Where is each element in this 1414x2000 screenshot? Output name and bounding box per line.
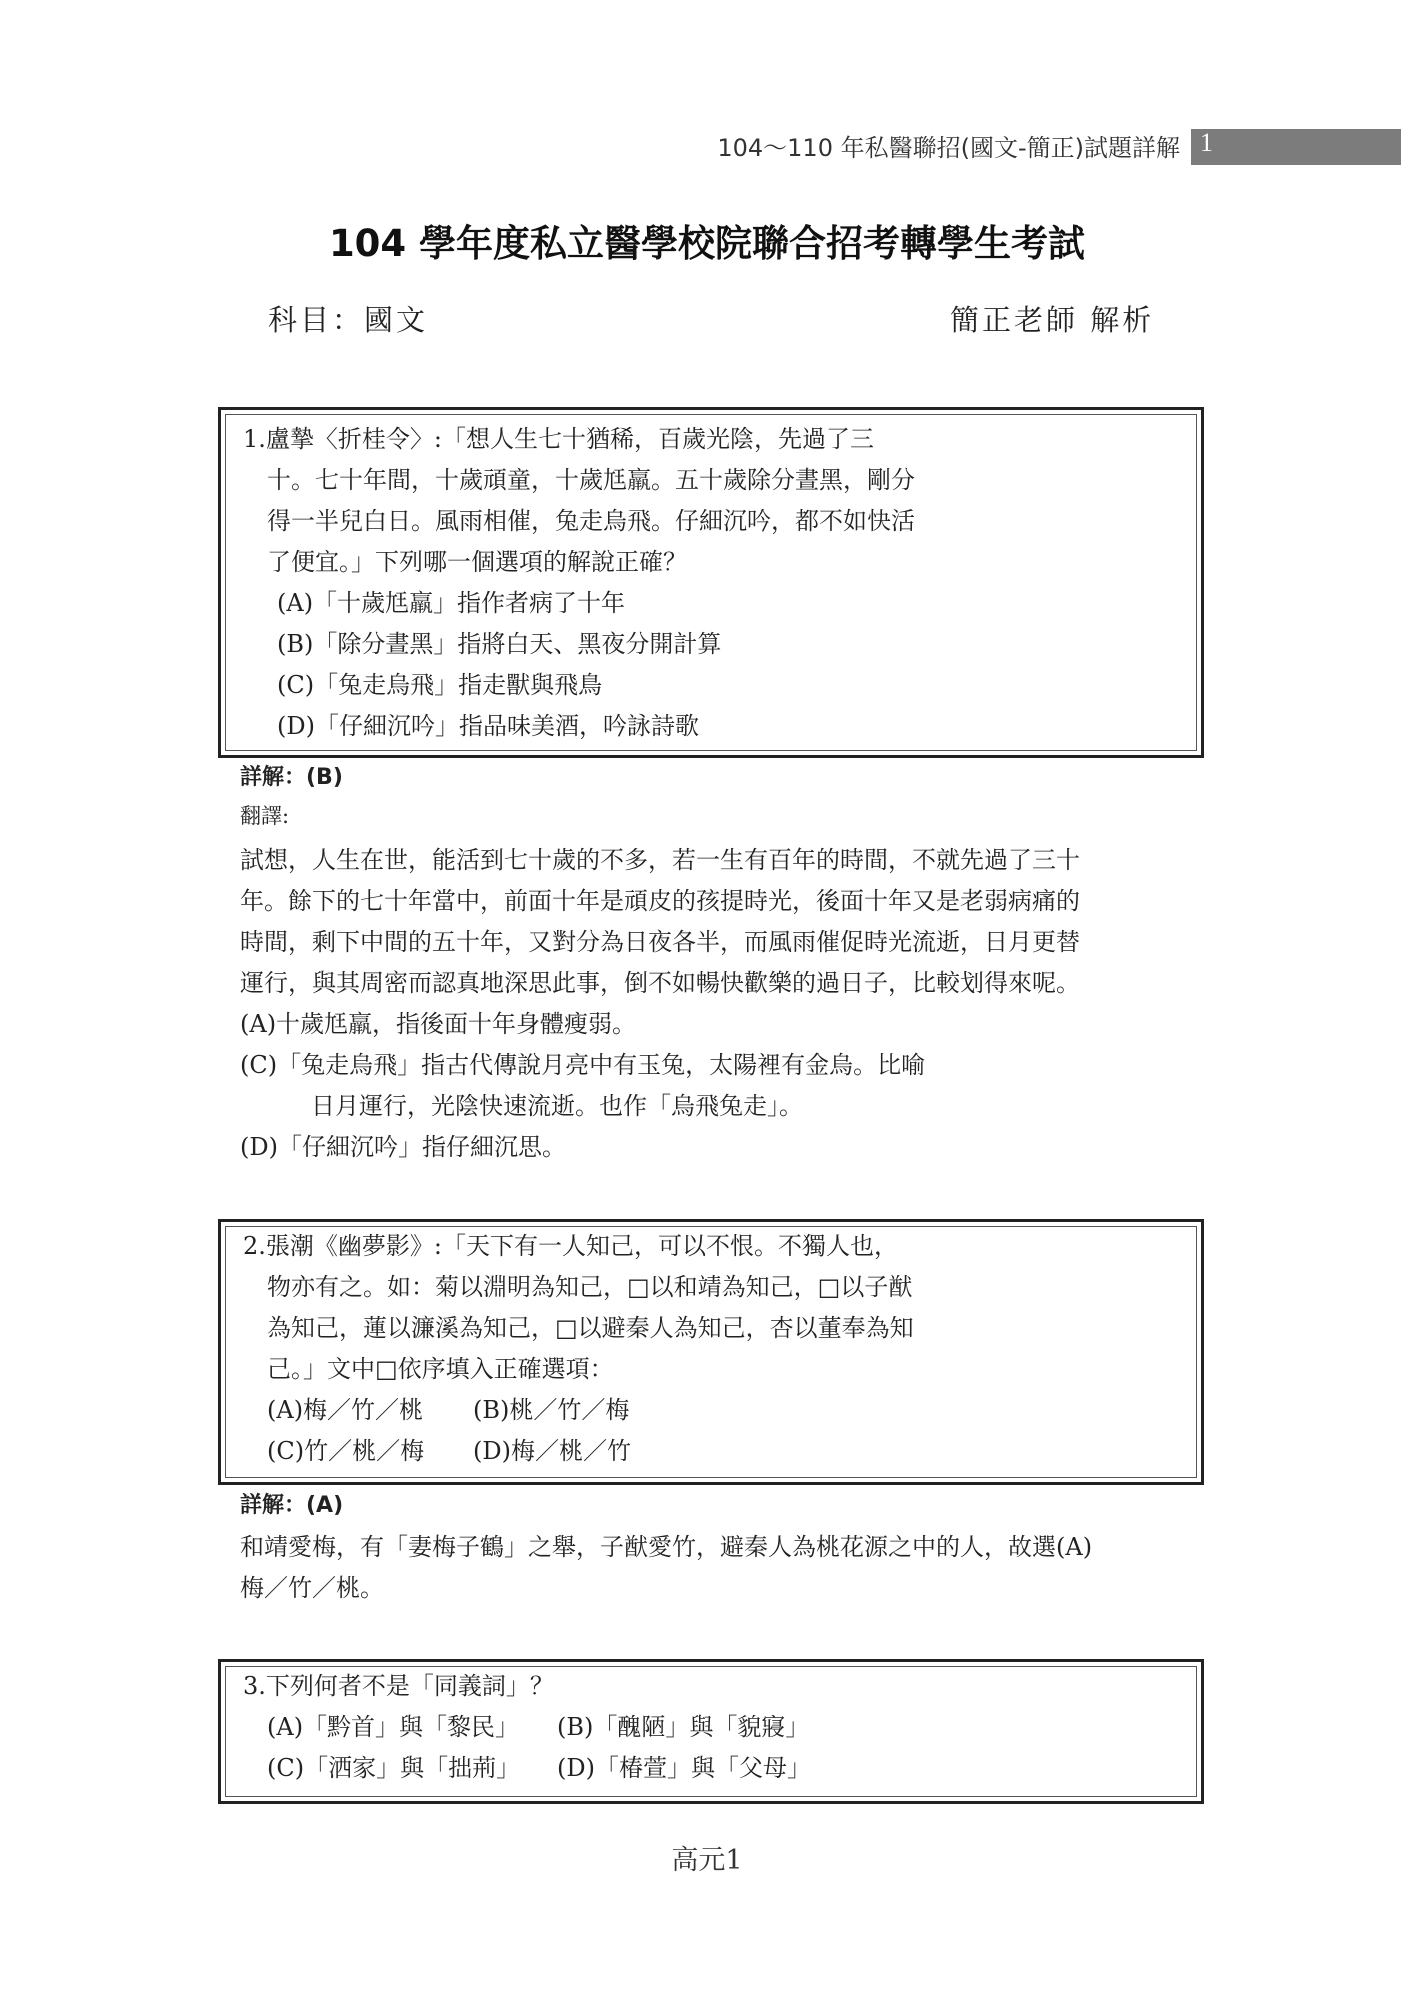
question-1-box xyxy=(218,407,1204,758)
running-header-title: 104～110 年私醫聯招(國文-簡正)試題詳解 xyxy=(717,134,1180,162)
question-1-option-c: (C)「兔走烏飛」指走獸與飛鳥 xyxy=(277,671,603,699)
question-1-option-b: (B)「除分晝黑」指將白天、黑夜分開計算 xyxy=(277,630,722,658)
question-2-line-2: 物亦有之。如：菊以淵明為知己，□以和靖為知己，□以子猷 xyxy=(267,1273,913,1301)
question-1-line-2: 十。七十年間，十歲頑童，十歲尪羸。五十歲除分晝黑，剛分 xyxy=(267,466,915,494)
page-number: 1 xyxy=(1200,128,1213,157)
answer-2-label: 詳解：(A) xyxy=(240,1493,344,1518)
answer-2-line-2: 梅／竹／桃。 xyxy=(240,1574,384,1602)
page-footer: 高元1 xyxy=(671,1845,743,1876)
question-1-option-a: (A)「十歲尪羸」指作者病了十年 xyxy=(277,589,626,617)
answer-1-line-2: 年。餘下的七十年當中，前面十年是頑皮的孩提時光，後面十年又是老弱病痛的 xyxy=(240,887,1080,915)
question-2-box xyxy=(218,1219,1204,1485)
question-3-option-d: (D)「椿萱」與「父母」 xyxy=(557,1754,811,1782)
answer-1-line-4: 運行，與其周密而認真地深思此事，倒不如暢快歡樂的過日子，比較划得來呢。 xyxy=(240,969,1080,997)
question-1-line-3: 得一半兒白日。風雨相催，兔走烏飛。仔細沉吟，都不如快活 xyxy=(267,507,915,535)
document-title: 104 學年度私立醫學校院聯合招考轉學生考試 xyxy=(328,222,1086,265)
question-2-line-1: 2.張潮《幽夢影》:「天下有一人知己，可以不恨。不獨人也， xyxy=(243,1232,898,1260)
answer-1-note-c: (C)「兔走烏飛」指古代傳說月亮中有玉兔，太陽裡有金烏。比喻 xyxy=(240,1051,926,1079)
question-1-line-4: 了便宜。」下列哪一個選項的解說正確？ xyxy=(267,548,687,576)
question-2-option-c: (C)竹／桃／梅 xyxy=(267,1437,425,1465)
question-2-line-4: 己。」文中□依序填入正確選項： xyxy=(267,1355,614,1383)
question-3-option-b: (B)「醜陋」與「貌寢」 xyxy=(557,1713,810,1741)
question-1-line-1: 1.盧摯〈折桂令〉:「想人生七十猶稀，百歲光陰，先過了三 xyxy=(243,425,874,453)
question-3-option-a: (A)「黔首」與「黎民」 xyxy=(267,1713,520,1741)
question-2-option-d: (D)梅／桃／竹 xyxy=(473,1437,631,1465)
question-3-option-c: (C)「洒家」與「拙荊」 xyxy=(267,1754,521,1782)
page-number-bar xyxy=(1191,129,1401,165)
subject-label: 科目：國文 xyxy=(268,303,429,337)
teacher-label: 簡正老師 解析 xyxy=(950,303,1155,337)
question-1-option-d: (D)「仔細沉吟」指品味美酒，吟詠詩歌 xyxy=(277,712,699,740)
answer-1-note-a: (A)十歲尪羸，指後面十年身體瘦弱。 xyxy=(240,1010,637,1038)
question-2-option-b: (B)桃／竹／梅 xyxy=(473,1396,630,1424)
question-3-box xyxy=(218,1659,1204,1804)
question-2-line-3: 為知己，蓮以濂溪為知己，□以避秦人為知己，杏以董奉為知 xyxy=(267,1314,914,1342)
answer-1-line-1: 試想，人生在世，能活到七十歲的不多，若一生有百年的時間，不就先過了三十 xyxy=(240,846,1080,874)
answer-2-line-1: 和靖愛梅，有「妻梅子鶴」之舉，子猷愛竹，避秦人為桃花源之中的人，故選(A) xyxy=(240,1533,1093,1561)
question-2-option-a: (A)梅／竹／桃 xyxy=(267,1396,424,1424)
answer-1-note-d: (D)「仔細沉吟」指仔細沉思。 xyxy=(240,1133,566,1161)
answer-1-subhead: 翻譯: xyxy=(240,804,290,828)
answer-1-note-c-cont: 日月運行，光陰快速流逝。也作「烏飛兔走」。 xyxy=(311,1092,803,1120)
question-3-stem: 3.下列何者不是「同義詞」？ xyxy=(243,1672,554,1700)
answer-1-label: 詳解：(B) xyxy=(240,765,343,790)
answer-1-line-3: 時間，剩下中間的五十年，又對分為日夜各半，而風雨催促時光流逝，日月更替 xyxy=(240,928,1080,956)
